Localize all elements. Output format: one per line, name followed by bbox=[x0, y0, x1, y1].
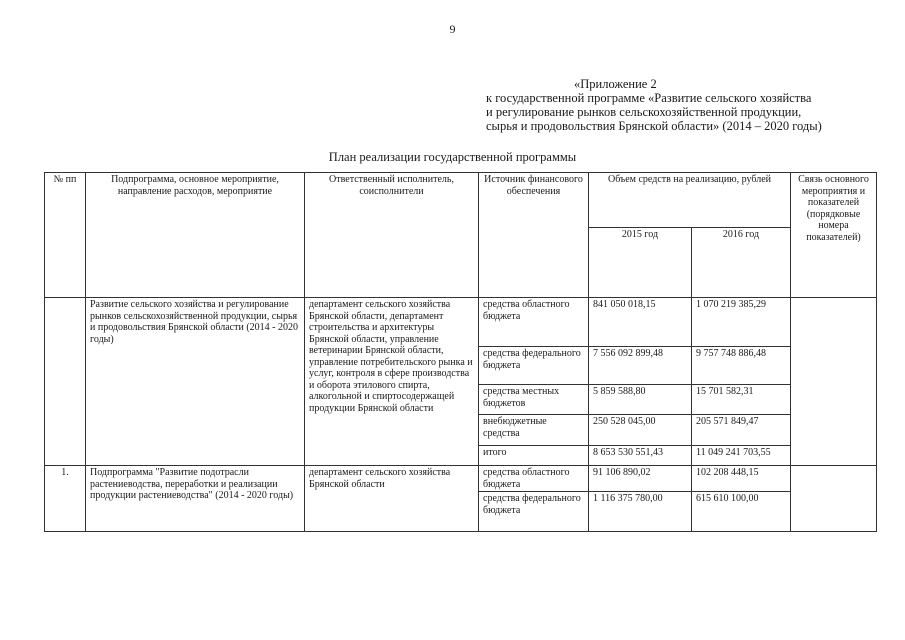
row-link bbox=[791, 298, 877, 466]
row-num: 1. bbox=[45, 466, 86, 532]
row-value-2016: 9 757 748 886,48 bbox=[692, 347, 791, 385]
header-link: Связь основного мероприятия и показателей (порядковые номера показателей) bbox=[791, 173, 877, 298]
row-num bbox=[45, 298, 86, 466]
row-source: средства местных бюджетов bbox=[479, 385, 589, 415]
appendix-line-1: «Приложение 2 bbox=[574, 77, 657, 91]
appendix-header bbox=[486, 77, 822, 133]
row-executor: департамент сельского хозяйства Брянской области, департамент строительства и архитектуры Брянской области, управление ветеринарии Брянской области, управление потребительского рынка и услуг, контроля в сфере производства и оборота этилового спирта, алкогольной и спиртосодержащей продукции Брянской области bbox=[305, 298, 479, 466]
row-source: итого bbox=[479, 446, 589, 466]
row-value-2016: 11 049 241 703,55 bbox=[692, 446, 791, 466]
table-header-row bbox=[45, 173, 877, 228]
header-year-2016: 2016 год bbox=[692, 228, 791, 298]
table-row bbox=[45, 466, 877, 492]
row-source: внебюджетные средства bbox=[479, 415, 589, 446]
appendix-line-2: к государственной программе «Развитие сельского хозяйства bbox=[486, 91, 812, 105]
row-subprogram: Подпрограмма "Развитие подотрасли растениеводства, переработки и реализации продукции растениеводства" (2014 - 2020 годы) bbox=[86, 466, 305, 532]
row-value-2015: 8 653 530 551,43 bbox=[589, 446, 692, 466]
plan-title: План реализации государственной программы bbox=[328, 150, 577, 164]
row-source: средства федерального бюджета bbox=[479, 492, 589, 532]
row-value-2016: 615 610 100,00 bbox=[692, 492, 791, 532]
row-value-2016: 15 701 582,31 bbox=[692, 385, 791, 415]
row-value-2015: 7 556 092 899,48 bbox=[589, 347, 692, 385]
header-volume: Объем средств на реализацию, рублей bbox=[589, 173, 791, 228]
header-subprogram: Подпрограмма, основное мероприятие, направление расходов, мероприятие bbox=[86, 173, 305, 298]
row-value-2015: 91 106 890,02 bbox=[589, 466, 692, 492]
row-value-2015: 841 050 018,15 bbox=[589, 298, 692, 347]
header-source: Источник финансового обеспечения bbox=[479, 173, 589, 298]
header-year-2015: 2015 год bbox=[589, 228, 692, 298]
header-num: № пп bbox=[45, 173, 86, 298]
row-value-2015: 5 859 588,80 bbox=[589, 385, 692, 415]
row-source: средства областного бюджета bbox=[479, 298, 589, 347]
table-row bbox=[45, 298, 877, 347]
row-value-2016: 102 208 448,15 bbox=[692, 466, 791, 492]
header-executor: Ответственный исполнитель, соисполнители bbox=[305, 173, 479, 298]
row-value-2016: 205 571 849,47 bbox=[692, 415, 791, 446]
row-value-2015: 250 528 045,00 bbox=[589, 415, 692, 446]
appendix-line-4: сырья и продовольствия Брянской области» (2014 – 2020 годы) bbox=[486, 119, 822, 133]
row-executor: департамент сельского хозяйства Брянской области bbox=[305, 466, 479, 532]
row-source: средства областного бюджета bbox=[479, 466, 589, 492]
row-source: средства федерального бюджета bbox=[479, 347, 589, 385]
row-value-2016: 1 070 219 385,29 bbox=[692, 298, 791, 347]
page-number: 9 bbox=[449, 22, 456, 36]
plan-table bbox=[44, 172, 877, 532]
row-link bbox=[791, 466, 877, 532]
row-value-2015: 1 116 375 780,00 bbox=[589, 492, 692, 532]
row-subprogram: Развитие сельского хозяйства и регулирование рынков сельскохозяйственной продукции, сырья и продовольствия Брянской области (2014 - 2020 годы) bbox=[86, 298, 305, 466]
appendix-line-3: и регулирование рынков сельскохозяйственной продукции, bbox=[486, 105, 802, 119]
